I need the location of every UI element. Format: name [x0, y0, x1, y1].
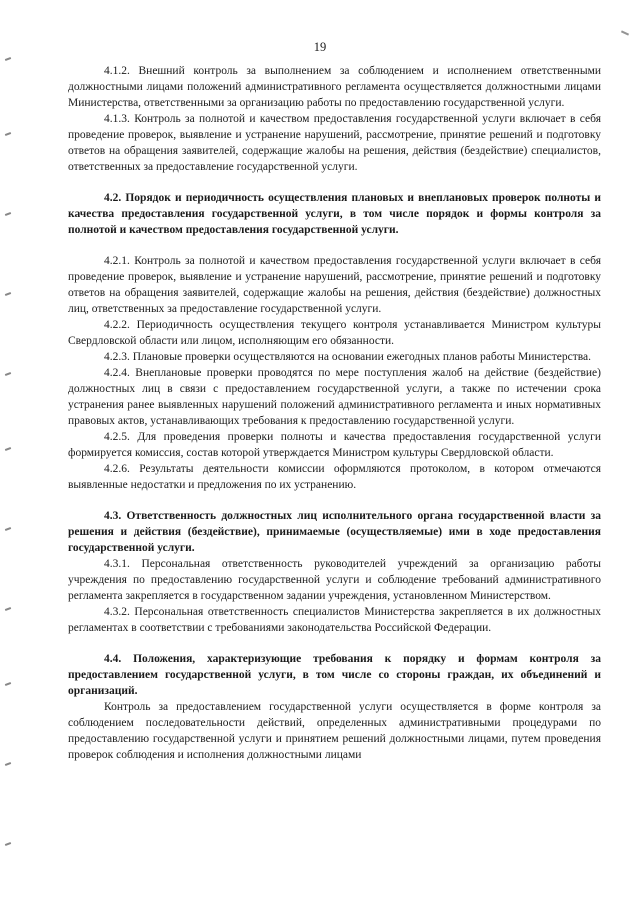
scan-mark — [5, 132, 11, 136]
paragraph-4-2-5: 4.2.5. Для проведения проверки полноты и качества предоставления государственной услуги формируется комиссия, состав которой утверждается Министром культуры Свердловской области. — [68, 431, 601, 459]
scan-mark — [5, 57, 11, 61]
paragraph-4-2-6: 4.2.6. Результаты деятельности комиссии оформляются протоколом, в котором отмечаются выявленные недостатки и предложения по их устранению. — [68, 463, 601, 491]
paragraph-4-1-2: 4.1.2. Внешний контроль за выполнением за соблюдением и исполнением ответственными должностными лицами положений административного регламента осуществляется должностными лицами Министерства, ответственными за организацию работы по предоставлению государственной услуги. — [68, 65, 601, 109]
scan-mark — [5, 607, 11, 611]
page-number: 19 — [313, 40, 327, 54]
section-heading-4-4: 4.4. Положения, характеризующие требования к порядку и формам контроля за предоставлением государственной услуги, в том числе со стороны граждан, их объединений и организаций. — [68, 653, 601, 697]
scan-mark — [621, 30, 629, 35]
paragraph-4-3-2: 4.3.2. Персональная ответственность специалистов Министерства закрепляется в их должностных регламентах в соответствии с требованиями законодательства Российской Федерации. — [68, 606, 601, 634]
paragraph-4-1-3: 4.1.3. Контроль за полнотой и качеством предоставления государственной услуги включает в себя проведение проверок, выявление и устранение нарушений, рассмотрение, принятие решений и подготовку ответов на обращения заявителей, содержащие жалобы на решения, действия (бездействие) специалистов, ответственных за предоставление государственной услуги. — [68, 113, 601, 173]
paragraph-4-2-4: 4.2.4. Внеплановые проверки проводятся по мере поступления жалоб на действие (бездействие) должностных лиц в связи с предоставлением государственной услуги, а также по истечении срока устранения ранее выявленных нарушений положений административного регламента и иных нормативных правовых актов, устанавливающих требования к предоставлению государственной услуги. — [68, 367, 601, 427]
scan-mark — [5, 292, 11, 296]
scan-mark — [5, 372, 11, 376]
scan-mark — [5, 212, 11, 216]
scan-mark — [5, 842, 11, 846]
section-heading-4-2: 4.2. Порядок и периодичность осуществления плановых и внеплановых проверок полноты и качества предоставления государственной услуги, в том числе порядок и формы контроля за полнотой и качеством предоставления государственной услуги. — [68, 192, 601, 236]
scan-mark — [5, 447, 11, 451]
document-body — [68, 63, 601, 763]
paragraph-4-2-3: 4.2.3. Плановые проверки осуществляются на основании ежегодных планов работы Министерства. — [104, 351, 592, 363]
scan-mark — [5, 682, 11, 686]
paragraph-4-2-2: 4.2.2. Периодичность осуществления текущего контроля устанавливается Министром культуры Свердловской области или лицом, исполняющим его обязанности. — [68, 319, 601, 347]
section-heading-4-3: 4.3. Ответственность должностных лиц исполнительного органа государственной власти за решения и действия (бездействие), принимаемые (осуществляемые) ими в ходе предоставления государственной услуги. — [68, 510, 601, 554]
paragraph-4-2-1: 4.2.1. Контроль за полнотой и качеством предоставления государственной услуги включает в себя проведение проверок, выявление и устранение нарушений, рассмотрение, принятие решений и подготовку ответов на обращения заявителей, содержащие жалобы на решения, действия (бездействие) должностных лиц, ответственных за предоставление государственной услуги. — [68, 255, 601, 315]
scan-mark — [5, 527, 11, 531]
paragraph-4-3-1: 4.3.1. Персональная ответственность руководителей учреждений за организацию работы учреждения по предоставлению государственной услуги и соблюдение требований административного регламента закрепляется в государственном задании учреждения, установленном Министерством. — [68, 558, 601, 602]
paragraph-4-4-body: Контроль за предоставлением государственной услуги осуществляется в форме контроля за соблюдением последовательности действий, определенных административными процедурами по предоставлению государственной услуги и принятием решений должностными лицами, путем проведения проверок соблюдения и исполнения должностными лицами — [68, 701, 601, 761]
scan-mark — [5, 762, 11, 766]
